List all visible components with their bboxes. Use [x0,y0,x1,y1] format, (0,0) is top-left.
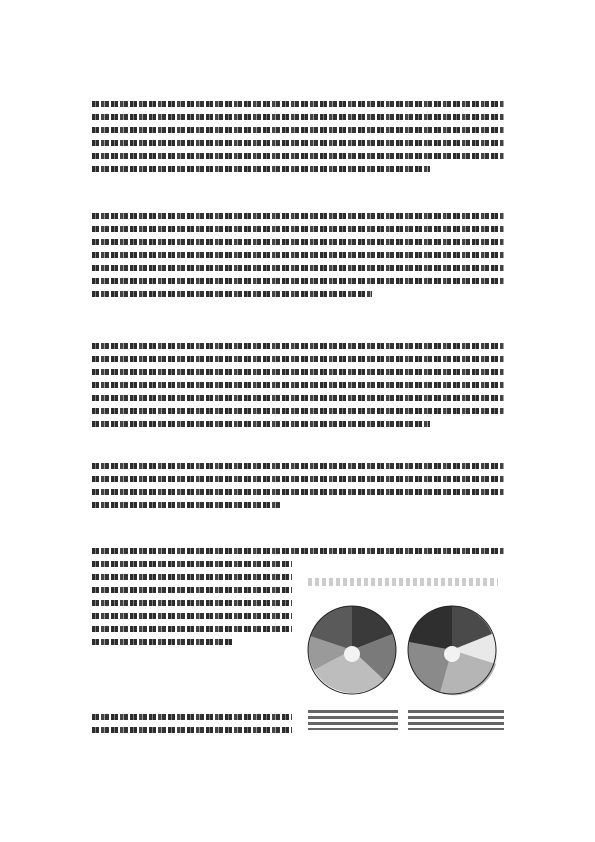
text-line [92,489,504,495]
text-line [92,382,504,388]
paragraph-1 [92,101,504,179]
caption-lines [308,710,398,730]
text-line [92,476,504,482]
text-line [92,600,292,606]
paragraph-2 [92,213,504,304]
text-line [92,252,504,258]
text-line [92,463,504,469]
text-line [92,502,282,508]
text-line [92,226,504,232]
text-line [92,140,504,146]
text-line [92,574,292,580]
paragraph-4 [92,463,504,515]
text-line [92,395,504,401]
text-line [92,369,504,375]
text-line [92,101,504,107]
text-line [92,127,504,133]
text-line [92,561,292,567]
text-line [92,613,292,619]
text-line [92,265,504,271]
text-line [92,639,232,645]
text-line [92,408,504,414]
pie-right [408,606,497,695]
figure-caption-left [308,710,398,736]
text-line [92,421,430,427]
text-line [92,239,504,245]
text-line [92,626,292,632]
text-line [92,548,504,554]
text-line [92,727,292,733]
text-line [92,213,504,219]
pie-left [308,606,396,694]
text-line [92,343,504,349]
figure-caption-right [408,710,504,736]
pie-figure [300,570,500,750]
text-line [92,714,292,720]
pie-left-center [344,646,360,662]
pie-right-center [444,646,460,662]
text-line [92,153,504,159]
paragraph-6 [92,714,292,740]
text-line [92,278,504,284]
text-line [92,356,504,362]
text-line [92,114,504,120]
caption-lines [408,710,504,730]
text-line [92,166,430,172]
text-line [92,587,292,593]
text-line [92,291,372,297]
paragraph-3 [92,343,504,434]
